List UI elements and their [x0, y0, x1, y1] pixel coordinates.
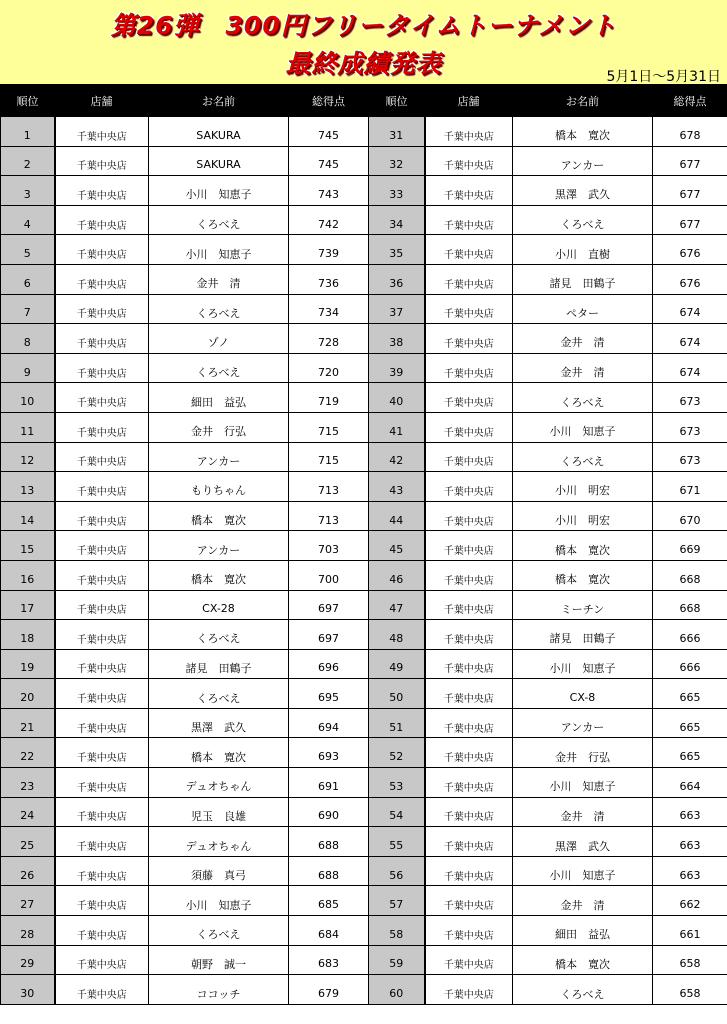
cell-rank: 14	[1, 501, 55, 531]
cell-rank: 12	[1, 442, 55, 472]
cell-rank: 44	[369, 501, 425, 531]
page-title: 第26弾 300円フリータイムトーナメント	[110, 11, 617, 40]
cell-name: ココッチ	[149, 975, 289, 1005]
cell-score: 695	[289, 679, 369, 709]
cell-shop: 千葉中央店	[425, 235, 513, 265]
cell-score: 720	[289, 353, 369, 383]
cell-score: 745	[289, 146, 369, 176]
cell-score: 734	[289, 294, 369, 324]
cell-score: 671	[653, 472, 727, 502]
cell-rank: 7	[1, 294, 55, 324]
cell-rank: 27	[1, 886, 55, 916]
cell-rank: 22	[1, 738, 55, 768]
cell-shop: 千葉中央店	[55, 560, 149, 590]
cell-rank: 31	[369, 117, 425, 147]
table-header-row	[1, 85, 727, 117]
cell-shop: 千葉中央店	[425, 916, 513, 946]
cell-rank: 53	[369, 768, 425, 798]
cell-shop: 千葉中央店	[425, 649, 513, 679]
cell-score: 676	[653, 235, 727, 265]
table-row	[1, 679, 727, 709]
header-rank: 順位	[369, 85, 425, 117]
cell-shop: 千葉中央店	[425, 146, 513, 176]
ranking-table	[0, 84, 727, 1005]
cell-score: 658	[653, 975, 727, 1005]
cell-score: 673	[653, 442, 727, 472]
table-row	[1, 472, 727, 502]
cell-name: くろべえ	[513, 442, 653, 472]
table-row	[1, 768, 727, 798]
header-rank: 順位	[1, 85, 55, 117]
cell-shop: 千葉中央店	[55, 827, 149, 857]
cell-shop: 千葉中央店	[425, 797, 513, 827]
cell-shop: 千葉中央店	[425, 117, 513, 147]
cell-rank: 49	[369, 649, 425, 679]
table-row	[1, 797, 727, 827]
cell-rank: 57	[369, 886, 425, 916]
cell-rank: 38	[369, 324, 425, 354]
cell-name: くろべえ	[149, 679, 289, 709]
cell-name: くろべえ	[513, 383, 653, 413]
cell-name: 細田 益弘	[149, 383, 289, 413]
table-row	[1, 117, 727, 147]
cell-score: 662	[653, 886, 727, 916]
cell-name: 黒澤 武久	[149, 708, 289, 738]
cell-rank: 60	[369, 975, 425, 1005]
cell-name: アンカー	[513, 708, 653, 738]
table-row	[1, 383, 727, 413]
cell-score: 668	[653, 560, 727, 590]
cell-shop: 千葉中央店	[425, 827, 513, 857]
cell-score: 679	[289, 975, 369, 1005]
cell-rank: 10	[1, 383, 55, 413]
cell-name: 小川 明宏	[513, 472, 653, 502]
cell-rank: 51	[369, 708, 425, 738]
cell-name: くろべえ	[149, 205, 289, 235]
header-score: 総得点	[289, 85, 369, 117]
table-row	[1, 649, 727, 679]
table-row	[1, 353, 727, 383]
cell-score: 697	[289, 620, 369, 650]
cell-rank: 58	[369, 916, 425, 946]
cell-score: 676	[653, 264, 727, 294]
table-row	[1, 324, 727, 354]
cell-name: 小川 知恵子	[149, 235, 289, 265]
cell-score: 688	[289, 856, 369, 886]
cell-score: 668	[653, 590, 727, 620]
cell-score: 745	[289, 117, 369, 147]
cell-rank: 23	[1, 768, 55, 798]
cell-name: 橋本 寛次	[513, 531, 653, 561]
header-score: 総得点	[653, 85, 727, 117]
cell-shop: 千葉中央店	[55, 501, 149, 531]
cell-shop: 千葉中央店	[55, 916, 149, 946]
cell-name: 小川 知恵子	[513, 856, 653, 886]
cell-rank: 40	[369, 383, 425, 413]
cell-name: くろべえ	[149, 294, 289, 324]
cell-rank: 2	[1, 146, 55, 176]
cell-score: 743	[289, 176, 369, 206]
cell-score: 713	[289, 472, 369, 502]
cell-name: アンカー	[513, 146, 653, 176]
cell-shop: 千葉中央店	[55, 264, 149, 294]
cell-shop: 千葉中央店	[55, 886, 149, 916]
cell-score: 665	[653, 679, 727, 709]
cell-name: 小川 知恵子	[149, 176, 289, 206]
table-row	[1, 146, 727, 176]
cell-name: 金井 清	[513, 324, 653, 354]
cell-name: 黒澤 武久	[513, 176, 653, 206]
cell-rank: 13	[1, 472, 55, 502]
cell-rank: 45	[369, 531, 425, 561]
cell-name: デュオちゃん	[149, 827, 289, 857]
cell-name: くろべえ	[149, 916, 289, 946]
cell-score: 677	[653, 146, 727, 176]
cell-rank: 55	[369, 827, 425, 857]
header-banner	[0, 0, 727, 84]
cell-score: 666	[653, 620, 727, 650]
cell-score: 677	[653, 205, 727, 235]
cell-shop: 千葉中央店	[55, 235, 149, 265]
cell-name: アンカー	[149, 531, 289, 561]
cell-score: 674	[653, 353, 727, 383]
cell-name: 金井 行弘	[149, 412, 289, 442]
header-name: お名前	[149, 85, 289, 117]
cell-shop: 千葉中央店	[425, 412, 513, 442]
cell-name: 須藤 真弓	[149, 856, 289, 886]
cell-rank: 47	[369, 590, 425, 620]
cell-rank: 3	[1, 176, 55, 206]
cell-rank: 35	[369, 235, 425, 265]
cell-name: 橋本 寛次	[149, 501, 289, 531]
cell-rank: 50	[369, 679, 425, 709]
cell-score: 728	[289, 324, 369, 354]
cell-rank: 54	[369, 797, 425, 827]
cell-rank: 25	[1, 827, 55, 857]
cell-score: 703	[289, 531, 369, 561]
cell-score: 661	[653, 916, 727, 946]
cell-name: 黒澤 武久	[513, 827, 653, 857]
cell-rank: 42	[369, 442, 425, 472]
cell-shop: 千葉中央店	[55, 117, 149, 147]
cell-name: 小川 明宏	[513, 501, 653, 531]
cell-score: 739	[289, 235, 369, 265]
cell-shop: 千葉中央店	[425, 975, 513, 1005]
cell-shop: 千葉中央店	[425, 294, 513, 324]
cell-rank: 20	[1, 679, 55, 709]
cell-name: 金井 清	[513, 353, 653, 383]
cell-rank: 8	[1, 324, 55, 354]
cell-score: 742	[289, 205, 369, 235]
cell-rank: 19	[1, 649, 55, 679]
table-row	[1, 916, 727, 946]
cell-name: 諸見 田鶴子	[513, 620, 653, 650]
cell-score: 693	[289, 738, 369, 768]
cell-rank: 37	[369, 294, 425, 324]
cell-score: 665	[653, 738, 727, 768]
cell-shop: 千葉中央店	[425, 590, 513, 620]
cell-rank: 4	[1, 205, 55, 235]
table-row	[1, 176, 727, 206]
header-shop: 店舗	[425, 85, 513, 117]
table-row	[1, 620, 727, 650]
cell-rank: 1	[1, 117, 55, 147]
table-row	[1, 294, 727, 324]
cell-score: 696	[289, 649, 369, 679]
cell-shop: 千葉中央店	[55, 324, 149, 354]
cell-name: ミーチン	[513, 590, 653, 620]
cell-name: ペター	[513, 294, 653, 324]
cell-score: 685	[289, 886, 369, 916]
cell-shop: 千葉中央店	[425, 442, 513, 472]
cell-score: 670	[653, 501, 727, 531]
cell-rank: 52	[369, 738, 425, 768]
cell-name: くろべえ	[149, 353, 289, 383]
cell-score: 715	[289, 412, 369, 442]
cell-shop: 千葉中央店	[425, 620, 513, 650]
cell-name: 諸見 田鶴子	[513, 264, 653, 294]
cell-score: 700	[289, 560, 369, 590]
cell-score: 674	[653, 324, 727, 354]
cell-score: 663	[653, 797, 727, 827]
table-row	[1, 442, 727, 472]
cell-name: 諸見 田鶴子	[149, 649, 289, 679]
cell-shop: 千葉中央店	[425, 383, 513, 413]
cell-shop: 千葉中央店	[55, 412, 149, 442]
cell-shop: 千葉中央店	[425, 472, 513, 502]
cell-rank: 15	[1, 531, 55, 561]
cell-shop: 千葉中央店	[55, 176, 149, 206]
cell-shop: 千葉中央店	[425, 205, 513, 235]
cell-score: 736	[289, 264, 369, 294]
cell-name: 橋本 寛次	[513, 117, 653, 147]
table-row	[1, 531, 727, 561]
cell-rank: 41	[369, 412, 425, 442]
table-row	[1, 827, 727, 857]
cell-name: CX-8	[513, 679, 653, 709]
cell-rank: 48	[369, 620, 425, 650]
cell-rank: 59	[369, 945, 425, 975]
cell-shop: 千葉中央店	[55, 383, 149, 413]
cell-shop: 千葉中央店	[55, 797, 149, 827]
cell-name: 金井 清	[513, 886, 653, 916]
table-row	[1, 235, 727, 265]
cell-score: 697	[289, 590, 369, 620]
table-row	[1, 886, 727, 916]
table-row	[1, 560, 727, 590]
cell-score: 664	[653, 768, 727, 798]
cell-name: 小川 知恵子	[513, 649, 653, 679]
cell-score: 678	[653, 117, 727, 147]
cell-rank: 43	[369, 472, 425, 502]
cell-shop: 千葉中央店	[55, 531, 149, 561]
cell-name: 金井 行弘	[513, 738, 653, 768]
cell-rank: 32	[369, 146, 425, 176]
table-row	[1, 205, 727, 235]
cell-shop: 千葉中央店	[425, 738, 513, 768]
cell-name: くろべえ	[149, 620, 289, 650]
table-row	[1, 501, 727, 531]
cell-shop: 千葉中央店	[55, 649, 149, 679]
cell-rank: 5	[1, 235, 55, 265]
cell-rank: 56	[369, 856, 425, 886]
cell-score: 677	[653, 176, 727, 206]
cell-score: 674	[653, 294, 727, 324]
cell-score: 713	[289, 501, 369, 531]
cell-shop: 千葉中央店	[55, 620, 149, 650]
cell-rank: 24	[1, 797, 55, 827]
cell-score: 694	[289, 708, 369, 738]
cell-name: 朝野 誠一	[149, 945, 289, 975]
cell-shop: 千葉中央店	[55, 856, 149, 886]
cell-shop: 千葉中央店	[55, 353, 149, 383]
cell-name: アンカー	[149, 442, 289, 472]
cell-shop: 千葉中央店	[425, 176, 513, 206]
cell-shop: 千葉中央店	[425, 679, 513, 709]
table-row	[1, 708, 727, 738]
cell-score: 673	[653, 383, 727, 413]
cell-name: 小川 知恵子	[513, 412, 653, 442]
cell-name: デュオちゃん	[149, 768, 289, 798]
cell-score: 673	[653, 412, 727, 442]
cell-shop: 千葉中央店	[425, 945, 513, 975]
cell-name: 小川 知恵子	[149, 886, 289, 916]
cell-score: 669	[653, 531, 727, 561]
cell-shop: 千葉中央店	[425, 708, 513, 738]
cell-score: 683	[289, 945, 369, 975]
cell-score: 666	[653, 649, 727, 679]
cell-name: 金井 清	[513, 797, 653, 827]
cell-rank: 36	[369, 264, 425, 294]
cell-rank: 18	[1, 620, 55, 650]
cell-name: 小川 直樹	[513, 235, 653, 265]
cell-shop: 千葉中央店	[55, 679, 149, 709]
cell-shop: 千葉中央店	[425, 886, 513, 916]
table-row	[1, 975, 727, 1005]
cell-shop: 千葉中央店	[55, 708, 149, 738]
cell-shop: 千葉中央店	[425, 264, 513, 294]
cell-name: 橋本 寛次	[513, 945, 653, 975]
page-subtitle: 最終成績発表	[285, 49, 442, 78]
cell-shop: 千葉中央店	[425, 768, 513, 798]
cell-shop: 千葉中央店	[425, 353, 513, 383]
cell-shop: 千葉中央店	[425, 324, 513, 354]
cell-name: 細田 益弘	[513, 916, 653, 946]
cell-rank: 30	[1, 975, 55, 1005]
cell-rank: 34	[369, 205, 425, 235]
cell-shop: 千葉中央店	[425, 856, 513, 886]
cell-rank: 9	[1, 353, 55, 383]
cell-score: 663	[653, 827, 727, 857]
table-row	[1, 264, 727, 294]
cell-name: 橋本 寛次	[149, 738, 289, 768]
table-row	[1, 738, 727, 768]
cell-rank: 21	[1, 708, 55, 738]
cell-rank: 28	[1, 916, 55, 946]
date-range: 5月1日～5月31日	[606, 69, 721, 85]
cell-name: くろべえ	[513, 205, 653, 235]
cell-name: 橋本 寛次	[513, 560, 653, 590]
cell-score: 690	[289, 797, 369, 827]
cell-score: 665	[653, 708, 727, 738]
cell-rank: 17	[1, 590, 55, 620]
cell-shop: 千葉中央店	[55, 146, 149, 176]
cell-shop: 千葉中央店	[55, 205, 149, 235]
cell-shop: 千葉中央店	[55, 738, 149, 768]
cell-name: ゾノ	[149, 324, 289, 354]
cell-name: CX-28	[149, 590, 289, 620]
cell-name: もりちゃん	[149, 472, 289, 502]
cell-name: くろべえ	[513, 975, 653, 1005]
cell-rank: 16	[1, 560, 55, 590]
header-shop: 店舗	[55, 85, 149, 117]
cell-shop: 千葉中央店	[425, 501, 513, 531]
cell-shop: 千葉中央店	[55, 590, 149, 620]
cell-score: 684	[289, 916, 369, 946]
cell-rank: 33	[369, 176, 425, 206]
cell-score: 663	[653, 856, 727, 886]
cell-score: 688	[289, 827, 369, 857]
table-row	[1, 856, 727, 886]
cell-shop: 千葉中央店	[55, 472, 149, 502]
cell-score: 715	[289, 442, 369, 472]
cell-name: 金井 清	[149, 264, 289, 294]
cell-shop: 千葉中央店	[425, 560, 513, 590]
cell-name: 小川 知恵子	[513, 768, 653, 798]
cell-rank: 46	[369, 560, 425, 590]
cell-rank: 11	[1, 412, 55, 442]
cell-name: 橋本 寛次	[149, 560, 289, 590]
cell-name: SAKURA	[149, 117, 289, 147]
cell-shop: 千葉中央店	[425, 531, 513, 561]
header-name: お名前	[513, 85, 653, 117]
cell-rank: 26	[1, 856, 55, 886]
cell-shop: 千葉中央店	[55, 768, 149, 798]
cell-shop: 千葉中央店	[55, 945, 149, 975]
cell-rank: 39	[369, 353, 425, 383]
cell-rank: 29	[1, 945, 55, 975]
cell-shop: 千葉中央店	[55, 294, 149, 324]
cell-shop: 千葉中央店	[55, 442, 149, 472]
table-row	[1, 590, 727, 620]
table-row	[1, 412, 727, 442]
cell-name: SAKURA	[149, 146, 289, 176]
cell-score: 658	[653, 945, 727, 975]
cell-name: 児玉 良雄	[149, 797, 289, 827]
cell-score: 691	[289, 768, 369, 798]
cell-rank: 6	[1, 264, 55, 294]
cell-shop: 千葉中央店	[55, 975, 149, 1005]
table-row	[1, 945, 727, 975]
cell-score: 719	[289, 383, 369, 413]
